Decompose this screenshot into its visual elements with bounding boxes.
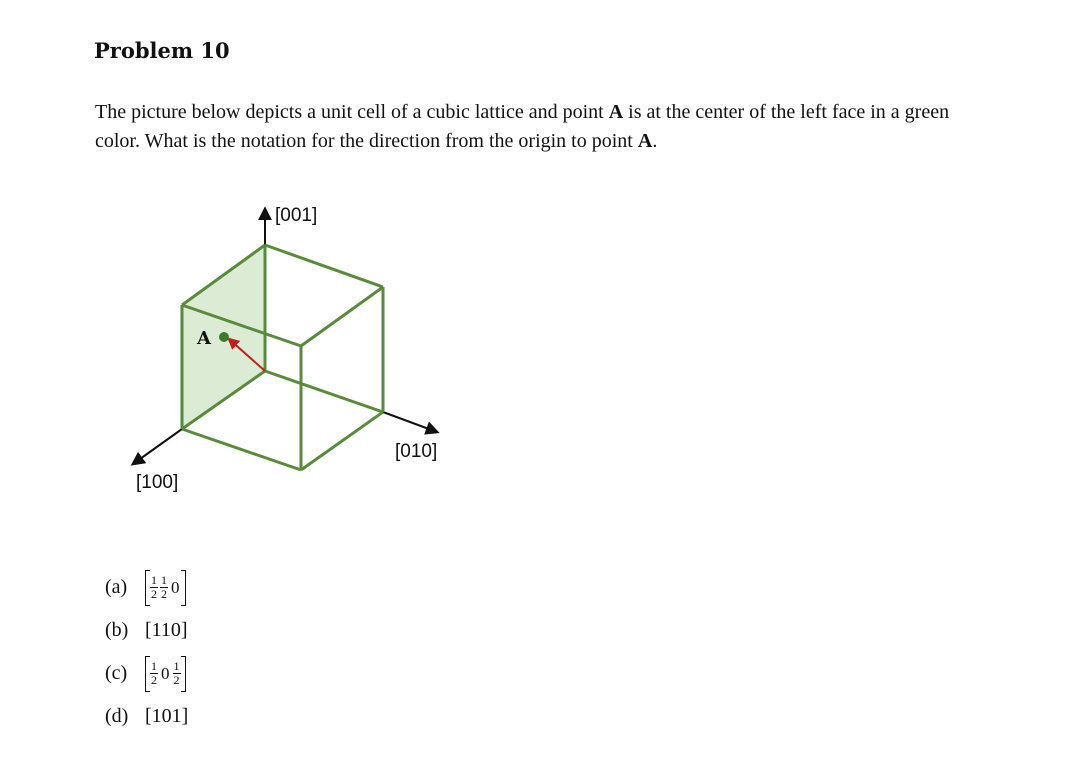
axis-010-label: [010] (395, 441, 438, 462)
axis-001-label: [001] (275, 205, 318, 226)
option-key: (b) (105, 619, 129, 641)
digit: 0 (171, 577, 180, 597)
axis-100 (133, 429, 182, 464)
fraction: $\frac{1}{2}$ (151, 573, 157, 601)
option-key: (c) (105, 662, 128, 684)
axis-010 (383, 412, 437, 432)
option-key: (a) (105, 576, 128, 598)
option-b-vector: [110] (145, 619, 188, 641)
digit: 0 (161, 663, 170, 683)
option-b[interactable] (105, 609, 188, 652)
axis-100-label: [100] (136, 472, 179, 493)
option-a[interactable] (105, 566, 188, 609)
option-c[interactable] (105, 652, 188, 695)
fraction: $\frac{1}{2}$ (151, 659, 157, 687)
question-end: . (652, 130, 658, 152)
option-key: (d) (105, 705, 129, 727)
option-c-vector (145, 656, 186, 692)
option-d-vector: [101] (145, 705, 189, 727)
fraction: $\frac{1}{2}$ (173, 659, 180, 687)
point-a (219, 332, 229, 342)
question-part-1: The picture below depicts a unit cell of a cubic lattice and point (95, 101, 609, 123)
question-point-label-end: A (637, 130, 653, 152)
option-d[interactable] (105, 695, 188, 738)
option-a-vector (145, 570, 186, 606)
point-a-label: A (197, 328, 211, 349)
fraction: $\frac{1}{2}$ (161, 573, 167, 601)
problem-title: Problem 10 (94, 38, 230, 63)
answer-options (105, 566, 188, 738)
question-part-2: is at the center of the left face in a green color. What is the notation for the direction from the origin to point (95, 101, 950, 152)
question-point-label: A (608, 101, 624, 123)
